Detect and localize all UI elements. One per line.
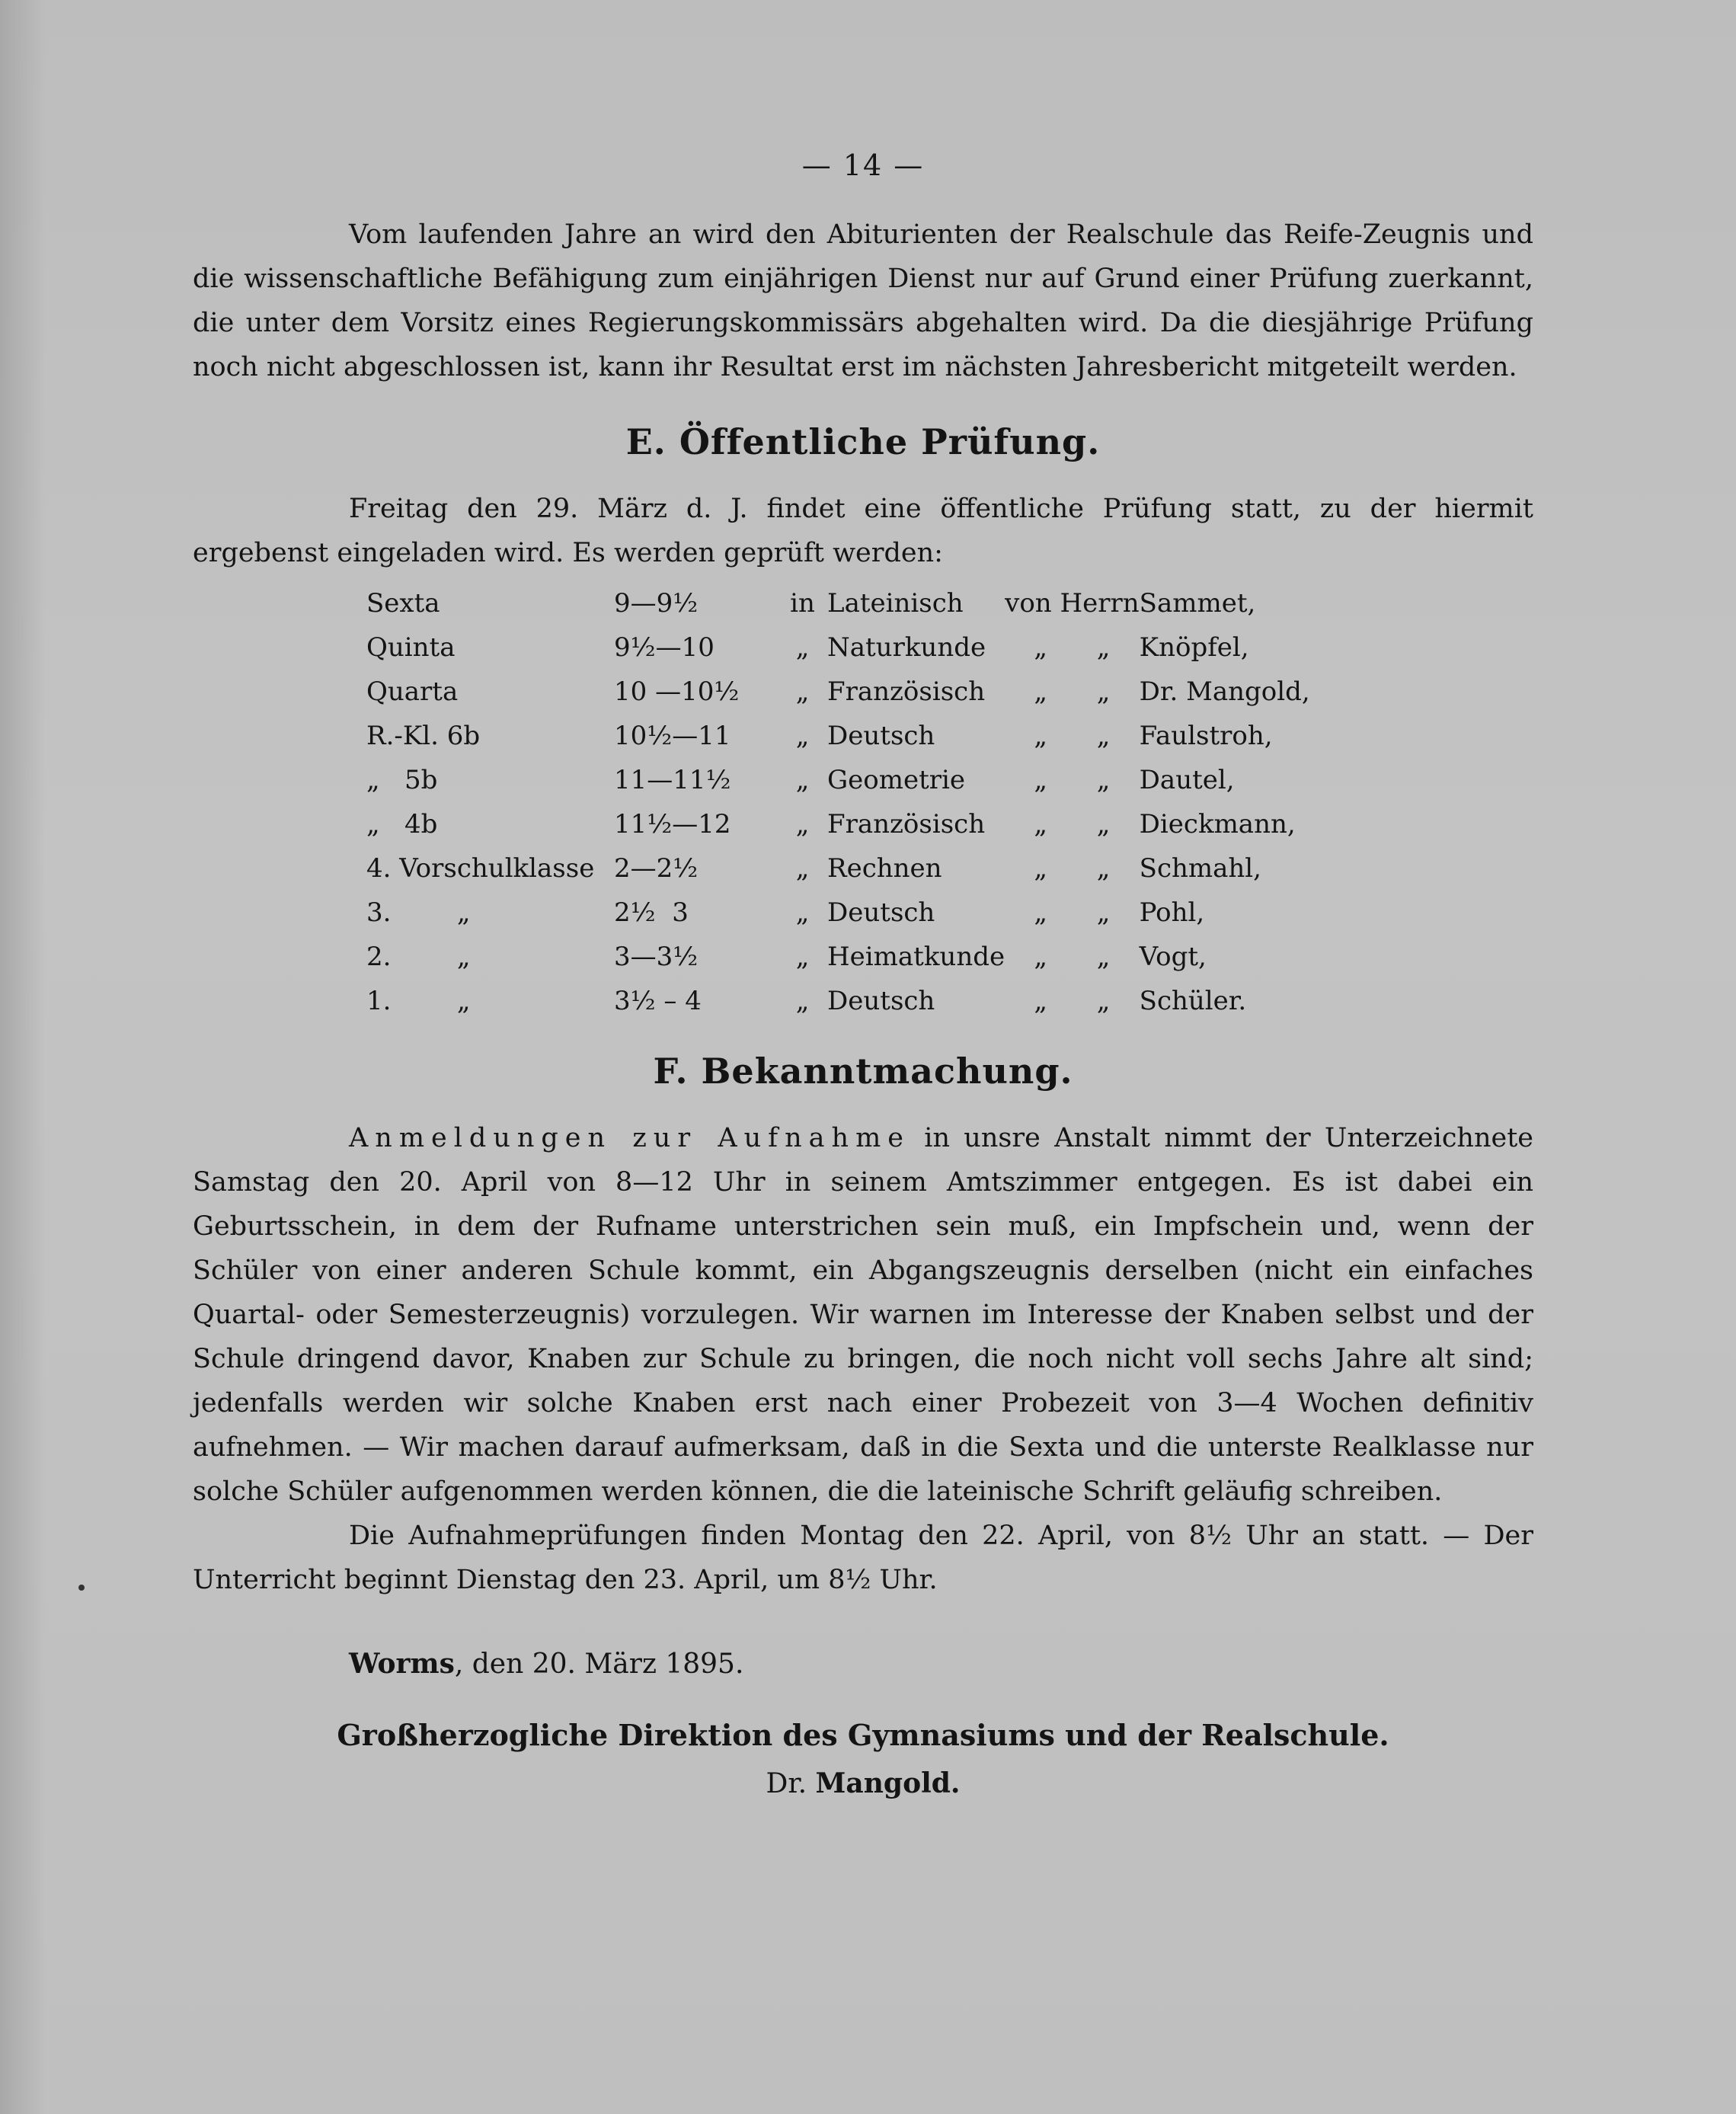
section-f-title: F. Bekanntmachung. (653, 1051, 1073, 1092)
exam-class: Quinta (366, 632, 456, 663)
exam-von: „ „ (1034, 632, 1111, 663)
section-e-intro: Freitag den 29. März d. J. findet eine öffentliche Prüfung statt, zu der hiermit ergebenst eingeladen wird. Es werden geprüft werden: (193, 494, 1533, 568)
exam-row (366, 802, 1353, 846)
exam-subject: Geometrie (827, 765, 966, 795)
exam-teacher: Pohl, (1139, 897, 1205, 928)
exam-in: „ (795, 853, 810, 884)
intro-paragraph: Vom laufenden Jahre an wird den Abiturienten der Realschule das Reife-Zeugnis und die wissenschaftliche Befähigung zum einjährigen Dienst nur auf Grund einer Prüfung zuerkannt, die unter dem Vorsitz eines Regierungskommissärs abgehalten wird. Da die diesjährige Prüfung noch nicht abgeschlossen ist, kann ihr Resultat erst im nächsten Jahresbericht mitgeteilt werden. (193, 219, 1533, 382)
section-f-paragraph-1 (193, 1116, 1533, 1514)
place-date-line (193, 1648, 1533, 1680)
exam-von: „ „ (1034, 853, 1111, 884)
exam-class: 4. Vorschulklasse (366, 853, 595, 884)
exam-class: „ 4b (366, 809, 438, 840)
exam-teacher: Schmahl, (1139, 853, 1261, 884)
exam-row (366, 758, 1353, 802)
exam-time: 2—2½ (614, 853, 699, 884)
exam-class: Sexta (366, 588, 440, 619)
exam-class: „ 5b (366, 765, 438, 795)
date-text: , den 20. März 1895. (454, 1649, 744, 1680)
exam-in: „ (795, 986, 810, 1016)
exam-subject: Naturkunde (827, 632, 986, 663)
exam-von: „ „ (1034, 721, 1111, 751)
exam-row (366, 581, 1353, 625)
exam-teacher: Sammet, (1139, 588, 1256, 619)
exam-in: „ (795, 632, 810, 663)
exam-class: Quarta (366, 676, 459, 707)
exam-row (366, 891, 1353, 935)
exam-subject: Französisch (827, 676, 986, 707)
exam-time: 9½—10 (614, 632, 715, 663)
exam-subject: Heimatkunde (827, 942, 1005, 972)
exam-time: 11—11½ (614, 765, 731, 795)
exam-teacher: Knöpfel, (1139, 632, 1249, 663)
exam-in: „ (795, 676, 810, 707)
exam-subject: Deutsch (827, 897, 935, 928)
signer (193, 1767, 1533, 1799)
exam-in: „ (795, 765, 810, 795)
exam-teacher: Schüler. (1139, 986, 1247, 1016)
exam-subject: Lateinisch (827, 588, 964, 619)
exam-row (366, 714, 1353, 758)
exam-time: 9—9½ (614, 588, 699, 619)
lead-spaced-text: Anmeldungen zur Aufnahme (349, 1123, 910, 1153)
exam-in: „ (795, 809, 810, 840)
exam-class: 1. „ (366, 986, 471, 1016)
exam-row (366, 979, 1353, 1023)
exam-in: in (790, 588, 815, 619)
signer-title: Dr. (766, 1768, 807, 1799)
exam-schedule-table (366, 581, 1353, 1023)
margin-mark (78, 1585, 85, 1591)
section-f-paragraph-2: Die Aufnahmeprüfungen finden Montag den 22. April, von 8½ Uhr an statt. — Der Unterricht beginnt Dienstag den 23. April, um 8½ Uhr. (193, 1521, 1533, 1595)
exam-teacher: Dautel, (1139, 765, 1235, 795)
exam-time: 2½ 3 (614, 897, 689, 928)
exam-subject: Deutsch (827, 721, 935, 751)
exam-von: „ „ (1034, 809, 1111, 840)
page-number: — 14 — (801, 149, 925, 182)
exam-von: „ „ (1034, 897, 1111, 928)
exam-von: „ „ (1034, 942, 1111, 972)
exam-teacher: Faulstroh, (1139, 721, 1273, 751)
page-spine-shadow (0, 0, 46, 2114)
section-e-title: E. Öffentliche Prüfung. (625, 421, 1101, 462)
exam-row (366, 846, 1353, 891)
exam-in: „ (795, 721, 810, 751)
exam-von: von Herrn (1005, 588, 1140, 619)
exam-in: „ (795, 942, 810, 972)
exam-time: 10 —10½ (614, 676, 740, 707)
exam-time: 11½—12 (614, 809, 731, 840)
paragraph-1-text: in unsre Anstalt nimmt der Unterzeichnete Samstag den 20. April von 8—12 Uhr in seinem Amtszimmer entgegen. Es ist dabei ein Geburtsschein, in dem der Rufname unterstrichen sein muß, ein Impfschein und, wenn der Schüler von einer anderen Schule kommt, ein Abgangszeugnis derselben (nicht ein einfaches Quartal- oder Semesterzeugnis) vorzulegen. Wir warnen im Interesse der Knaben selbst und der Schule dringend davor, Knaben zur Schule zu bringen, die noch nicht voll sechs Jahre alt sind; jedenfalls werden wir solche Knaben erst nach einer Probezeit von 3—4 Wochen definitiv aufnehmen. — Wir machen darauf aufmerksam, daß in die Sexta und die unterste Realklasse nur solche Schüler aufgenommen werden können, die die lateinische Schrift geläufig schreiben. (193, 1123, 1533, 1507)
exam-class: 3. „ (366, 897, 471, 928)
page-content (193, 149, 1533, 1799)
exam-teacher: Dr. Mangold, (1139, 676, 1310, 707)
exam-von: „ „ (1034, 765, 1111, 795)
exam-teacher: Vogt, (1139, 942, 1207, 972)
exam-row (366, 625, 1353, 670)
exam-time: 3½ – 4 (614, 986, 702, 1016)
exam-subject: Französisch (827, 809, 986, 840)
exam-in: „ (795, 897, 810, 928)
exam-row (366, 670, 1353, 714)
exam-class: R.-Kl. 6b (366, 721, 481, 751)
exam-von: „ „ (1034, 986, 1111, 1016)
place-name: Worms (349, 1648, 455, 1680)
exam-class: 2. „ (366, 942, 471, 972)
exam-teacher: Dieckmann, (1139, 809, 1296, 840)
exam-subject: Rechnen (827, 853, 942, 884)
exam-time: 10½—11 (614, 721, 731, 751)
exam-subject: Deutsch (827, 986, 935, 1016)
exam-row (366, 935, 1353, 979)
signer-name: Mangold. (815, 1767, 961, 1799)
exam-von: „ „ (1034, 676, 1111, 707)
exam-time: 3—3½ (614, 942, 699, 972)
direction-title: Großherzogliche Direktion des Gymnasiums und der Realschule. (337, 1718, 1389, 1752)
